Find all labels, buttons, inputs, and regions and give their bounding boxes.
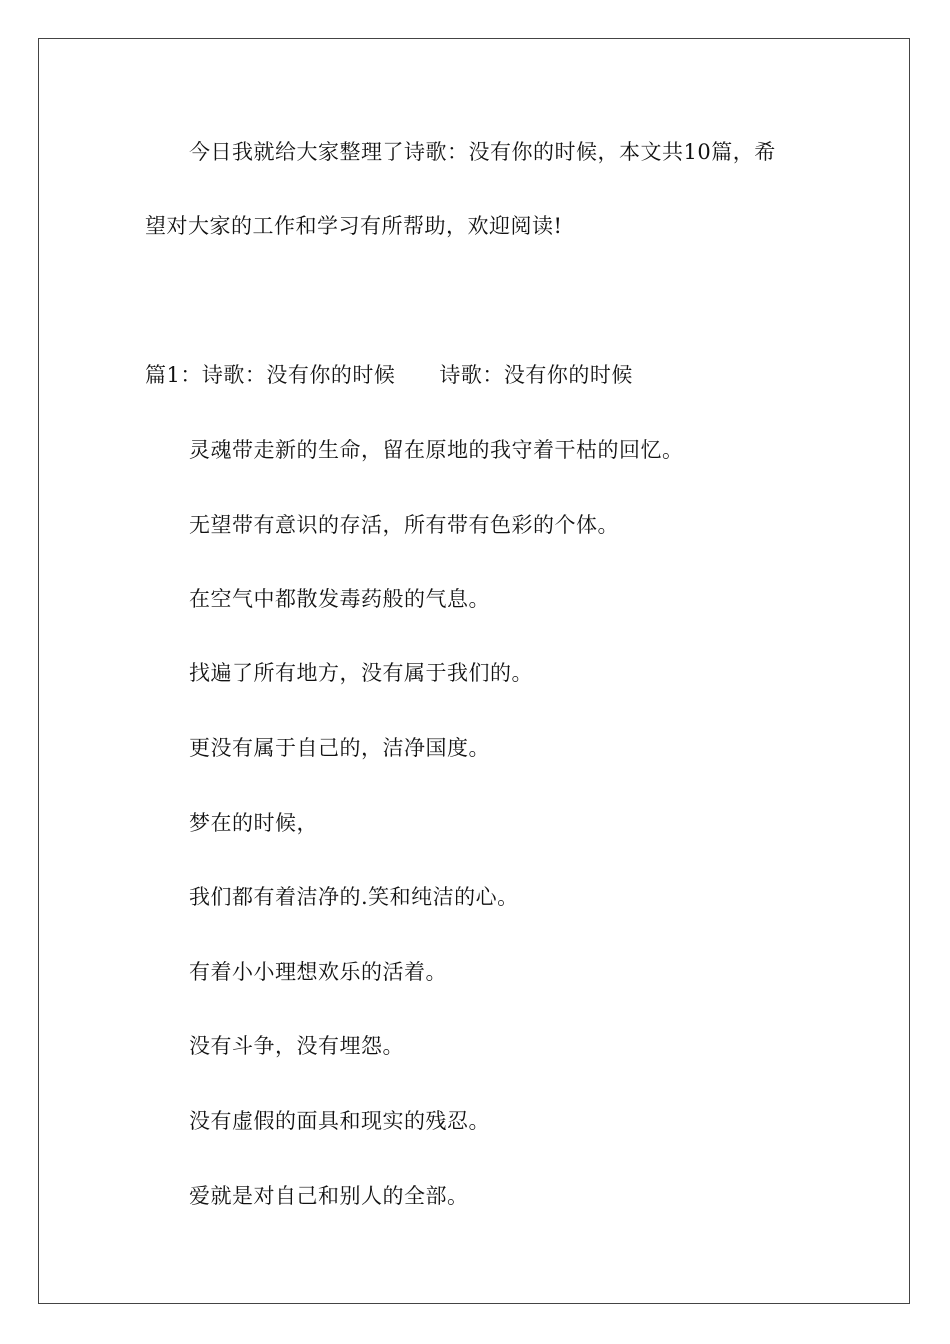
section-heading-title: 篇1：诗歌：没有你的时候	[145, 363, 396, 387]
poem-line: 梦在的时候，	[189, 811, 318, 835]
poem-line: 有着小小理想欢乐的活着。	[189, 960, 447, 984]
poem-line: 没有斗争，没有埋怨。	[189, 1034, 404, 1058]
poem-line: 找遍了所有地方，没有属于我们的。	[189, 661, 533, 685]
poem-line: 灵魂带走新的生命，留在原地的我守着干枯的回忆。	[189, 438, 684, 462]
intro-line-2: 望对大家的工作和学习有所帮助，欢迎阅读!	[145, 214, 563, 238]
poem-line: 我们都有着洁净的.笑和纯洁的心。	[189, 885, 519, 909]
section-heading-subtitle: 诗歌：没有你的时候	[439, 363, 633, 387]
poem-line: 无望带有意识的存活，所有带有色彩的个体。	[189, 513, 619, 537]
intro-line-1: 今日我就给大家整理了诗歌：没有你的时候，本文共10篇，希	[189, 140, 776, 164]
poem-line: 在空气中都散发毒药般的气息。	[189, 587, 490, 611]
poem-line: 爱就是对自己和别人的全部。	[189, 1184, 469, 1208]
section-heading	[145, 362, 633, 388]
poem-line: 更没有属于自己的，洁净国度。	[189, 736, 490, 760]
poem-line: 没有虚假的面具和现实的残忍。	[189, 1109, 490, 1133]
